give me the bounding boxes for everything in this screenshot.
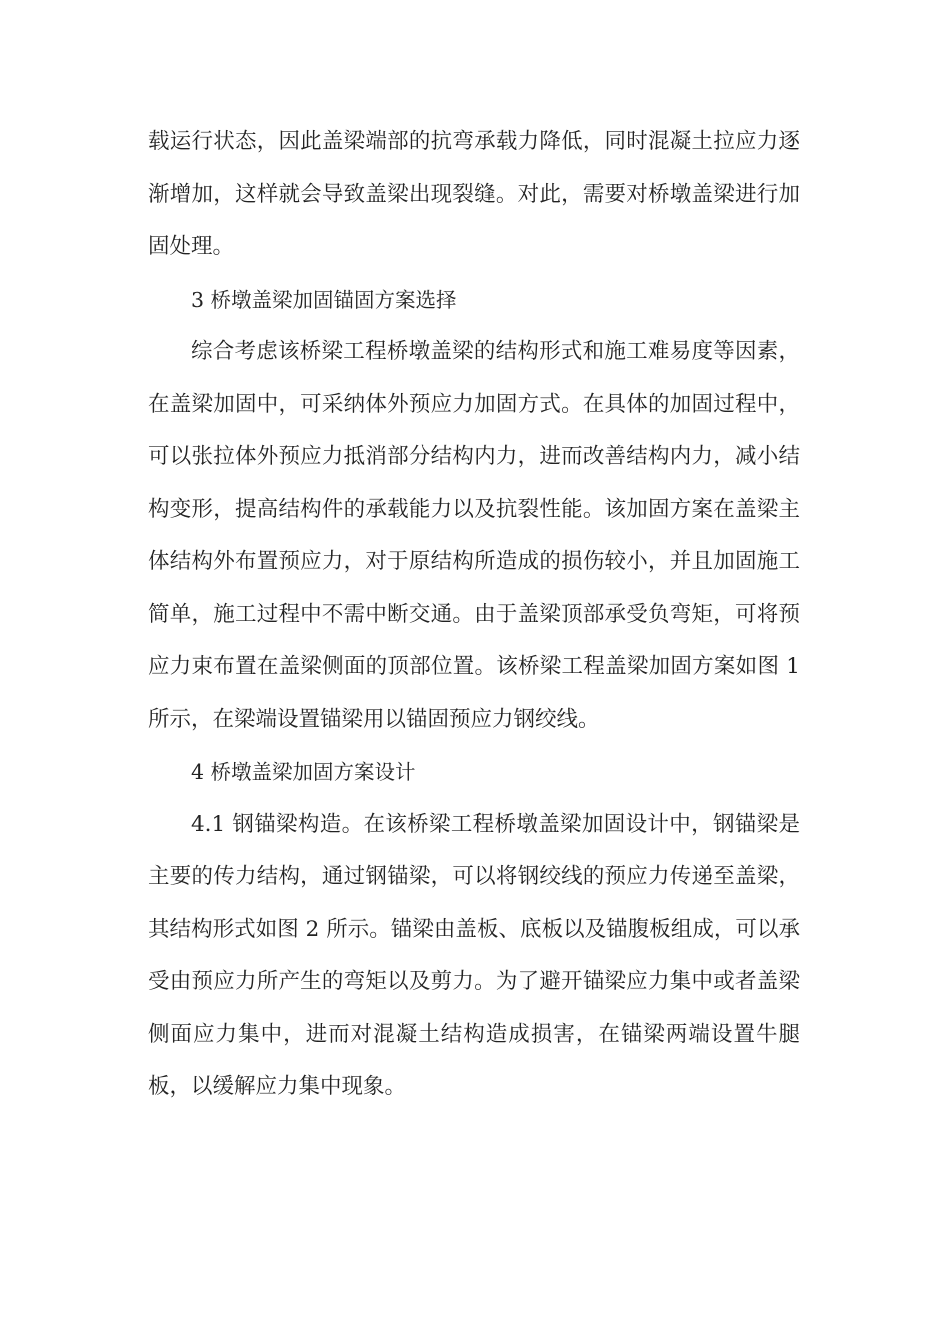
paragraph-steel-anchor-beam: 4.1 钢锚梁构造。在该桥梁工程桥墩盖梁加固设计中，钢锚梁是主要的传力结构，通过钢锚梁，可以将钢绞线的预应力传递至盖梁，其结构形式如图 2 所示。锚梁由盖板、底板以及锚腹板组成，可以承受由预应力所产生的弯矩以及剪力。为了避开锚梁应力集中或者盖梁侧面应力集中，进而对混凝土结构造成损害，在锚梁两端设置牛腿板，以缓解应力集中现象。 bbox=[148, 811, 800, 1099]
paragraph-continuation: 载运行状态，因此盖梁端部的抗弯承载力降低，同时混凝土拉应力逐渐增加，这样就会导致盖梁出现裂缝。对此，需要对桥墩盖梁进行加固处理。 bbox=[148, 129, 800, 259]
section-heading-4: 4 桥墩盖梁加固方案设计 bbox=[191, 760, 416, 784]
section-heading-3: 3 桥墩盖梁加固锚固方案选择 bbox=[191, 287, 457, 312]
document-body bbox=[148, 116, 800, 1114]
paragraph-scheme-selection: 综合考虑该桥梁工程桥墩盖梁的结构形式和施工难易度等因素，在盖梁加固中，可采纳体外预应力加固方式。在具体的加固过程中，可以张拉体外预应力抵消部分结构内力，进而改善结构内力，减小结构变形，提高结构件的承载能力以及抗裂性能。该加固方案在盖梁主体结构外布置预应力，对于原结构所造成的损伤较小，并且加固施工简单，施工过程中不需中断交通。由于盖梁顶部承受负弯矩，可将预应力束布置在盖梁侧面的顶部位置。该桥梁工程盖梁加固方案如图 1 所示，在梁端设置锚梁用以锚固预应力钢绞线。 bbox=[148, 339, 800, 732]
